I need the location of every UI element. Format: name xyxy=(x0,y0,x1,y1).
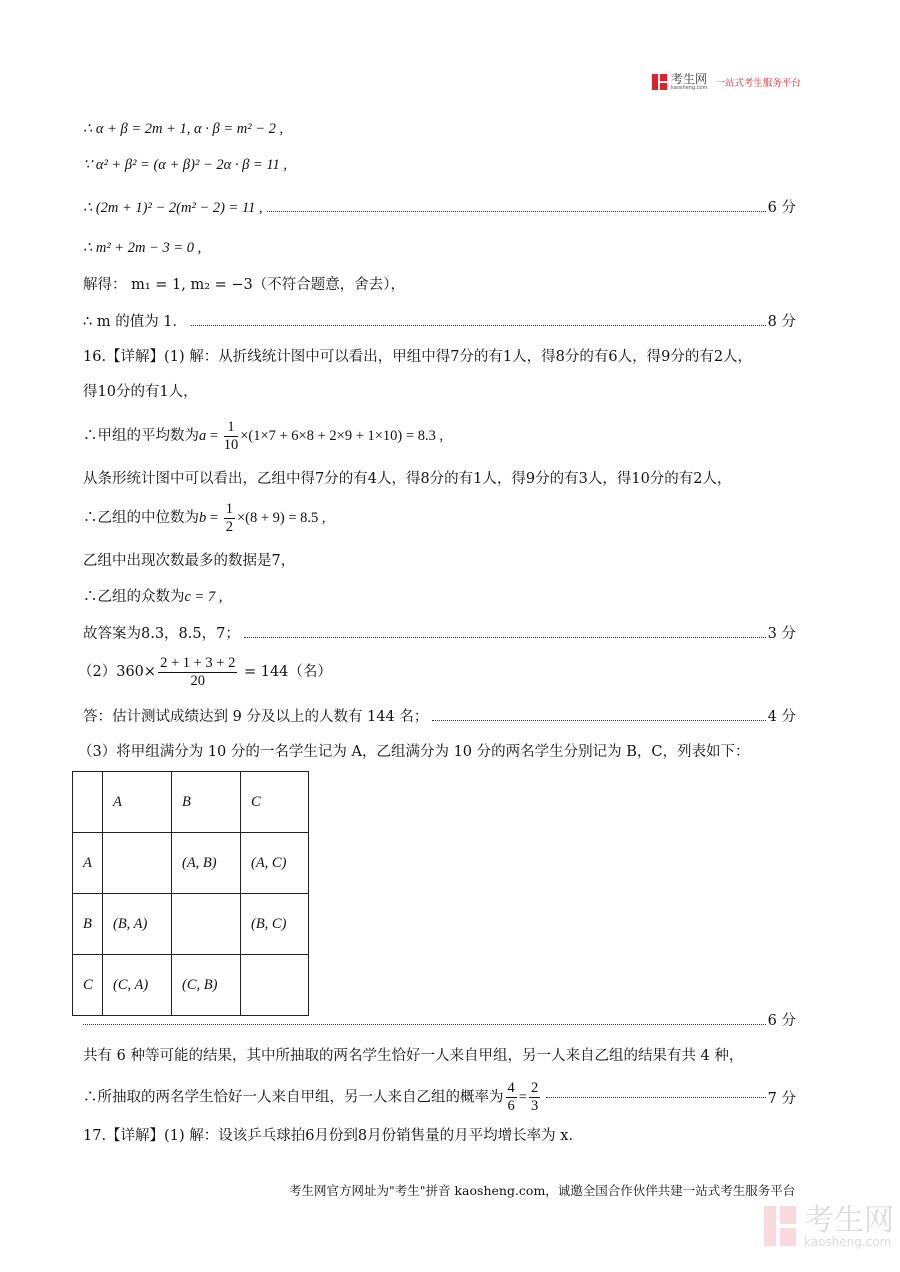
fraction: $\frac{4}{6}$ xyxy=(507,1079,515,1114)
q16-bar-chart-line: 从条形统计图中可以看出，乙组中得7分的有4人，得8分的有1人，得9分的有3人，得10分的有2人， xyxy=(83,471,732,487)
score-row-7 xyxy=(83,1078,796,1116)
footer-text: 考生网官方网址为"考生"拼音 kaosheng.com，诚邀全国合作伙伴共建一站式考生服务平台 xyxy=(289,1183,796,1198)
q16-mean-line: ∴甲组的平均数为a = $\frac{1}{10}$ ×(1×7 + 6×8 + 2×9 + 1×10) = 8.3 , xyxy=(83,418,444,453)
equation-sum-product: ∴ α + β = 2m + 1, α · β = m² − 2 , xyxy=(83,121,284,137)
fraction: $\frac{1}{2}$ xyxy=(225,500,233,535)
q16-intro-cont: 得10分的有1人， xyxy=(83,384,198,400)
q16-mode-desc: 乙组中出现次数最多的数据是7， xyxy=(83,553,296,569)
table-row xyxy=(73,833,309,894)
table-cell: (C, A) xyxy=(103,955,172,1016)
score-row-6b xyxy=(83,1010,796,1030)
score-label: 6 分 xyxy=(767,1013,796,1029)
q16-part2-answer: 答：估计测试成绩达到 9 分及以上的人数有 144 名； xyxy=(83,709,429,725)
outcome-table xyxy=(72,771,309,1016)
table-cell: C xyxy=(241,772,309,833)
dot-leader xyxy=(83,1024,766,1025)
header-brand-en: kaosheng.com xyxy=(671,85,708,91)
table-cell: C xyxy=(73,955,103,1016)
q16-part2-calc: （2）360× $\frac{2 + 1 + 3 + 2}{20}$ = 144（名） xyxy=(78,654,332,689)
q16-median-line: ∴乙组的中位数为b = $\frac{1}{2}$ ×(8 + 9) = 8.5 , xyxy=(83,500,326,535)
equation-quadratic: ∴ m² + 2m − 3 = 0 , xyxy=(83,240,202,256)
table-cell: (A, B) xyxy=(172,833,241,894)
score-label: 4 分 xyxy=(767,709,796,725)
q16-mode-line: ∴乙组的众数为c = 7 , xyxy=(83,589,223,605)
dot-leader xyxy=(432,720,765,721)
score-row-8 xyxy=(83,311,796,331)
equation-square-sum: ∵ α² + β² = (α + β)² − 2α · β = 11 , xyxy=(83,157,288,173)
header-slogan: 一站式考生服务平台 xyxy=(715,78,801,89)
q17-intro: 17.【详解】(1) 解：设该乒乓球拍6月份到8月份销售量的月平均增长率为 x． xyxy=(83,1128,583,1144)
score-row-4 xyxy=(83,706,796,726)
table-row xyxy=(73,894,309,955)
watermark xyxy=(764,1203,894,1249)
dot-leader xyxy=(546,1097,765,1098)
score-row-6 xyxy=(83,197,796,217)
score-label: 3 分 xyxy=(767,626,796,642)
q16-intro: 16.【详解】(1) 解：从折线统计图中可以看出，甲组中得7分的有1人，得8分的有6人，得9分的有2人， xyxy=(83,349,753,365)
header-logo xyxy=(652,73,801,91)
table-cell: (B, A) xyxy=(103,894,172,955)
fraction: $\frac{2}{3}$ xyxy=(530,1079,539,1114)
dot-leader xyxy=(244,637,766,638)
table-cell xyxy=(103,833,172,894)
table-row xyxy=(73,955,309,1016)
table-cell xyxy=(172,894,241,955)
m-value-line: ∴ m 的值为 1． xyxy=(83,314,188,330)
score-label: 8 分 xyxy=(767,314,796,330)
kaosheng-watermark-icon xyxy=(764,1206,796,1246)
fraction: $\frac{1}{10}$ xyxy=(223,418,239,453)
table-cell: (A, C) xyxy=(241,833,309,894)
table-cell xyxy=(241,955,309,1016)
table-cell xyxy=(73,772,103,833)
fraction: $\frac{2 + 1 + 3 + 2}{20}$ xyxy=(160,654,236,689)
table-cell: (B, C) xyxy=(241,894,309,955)
dot-leader xyxy=(267,211,766,212)
score-label: 7 分 xyxy=(767,1090,796,1107)
table-cell: B xyxy=(172,772,241,833)
solution-line: 解得： m₁ = 1, m₂ = −3（不符合题意，舍去）， xyxy=(83,277,406,293)
q16-outcomes: 共有 6 种等可能的结果，其中所抽取的两名学生恰好一人来自甲组，另一人来自乙组的结果有共 4 种， xyxy=(83,1048,744,1064)
dot-leader xyxy=(191,325,766,326)
watermark-brand-en: kaosheng.com xyxy=(804,1235,892,1249)
score-row-3 xyxy=(83,623,796,643)
table-cell: A xyxy=(73,833,103,894)
table-header-row xyxy=(73,772,309,833)
header-brand-cn: 考生网 xyxy=(671,72,708,86)
q16-answer: 故答案为8.3，8.5，7； xyxy=(83,626,240,642)
table-cell: A xyxy=(103,772,172,833)
equation-substitution: ∴ (2m + 1)² − 2(m² − 2) = 11 , xyxy=(83,200,263,216)
score-label: 6 分 xyxy=(767,200,796,216)
table-cell: (C, B) xyxy=(172,955,241,1016)
kaosheng-logo-icon xyxy=(652,74,668,90)
q16-probability: ∴所抽取的两名学生恰好一人来自甲组，另一人来自乙组的概率为 $\frac{4}{6}$ = $\frac{2}{3}$ xyxy=(83,1079,539,1114)
q16-part3-intro: （3）将甲组满分为 10 分的一名学生记为 A，乙组满分为 10 分的两名学生分别记为 B，C，列表如下： xyxy=(78,744,750,760)
watermark-brand-cn: 考生网 xyxy=(804,1203,894,1238)
table-cell: B xyxy=(73,894,103,955)
